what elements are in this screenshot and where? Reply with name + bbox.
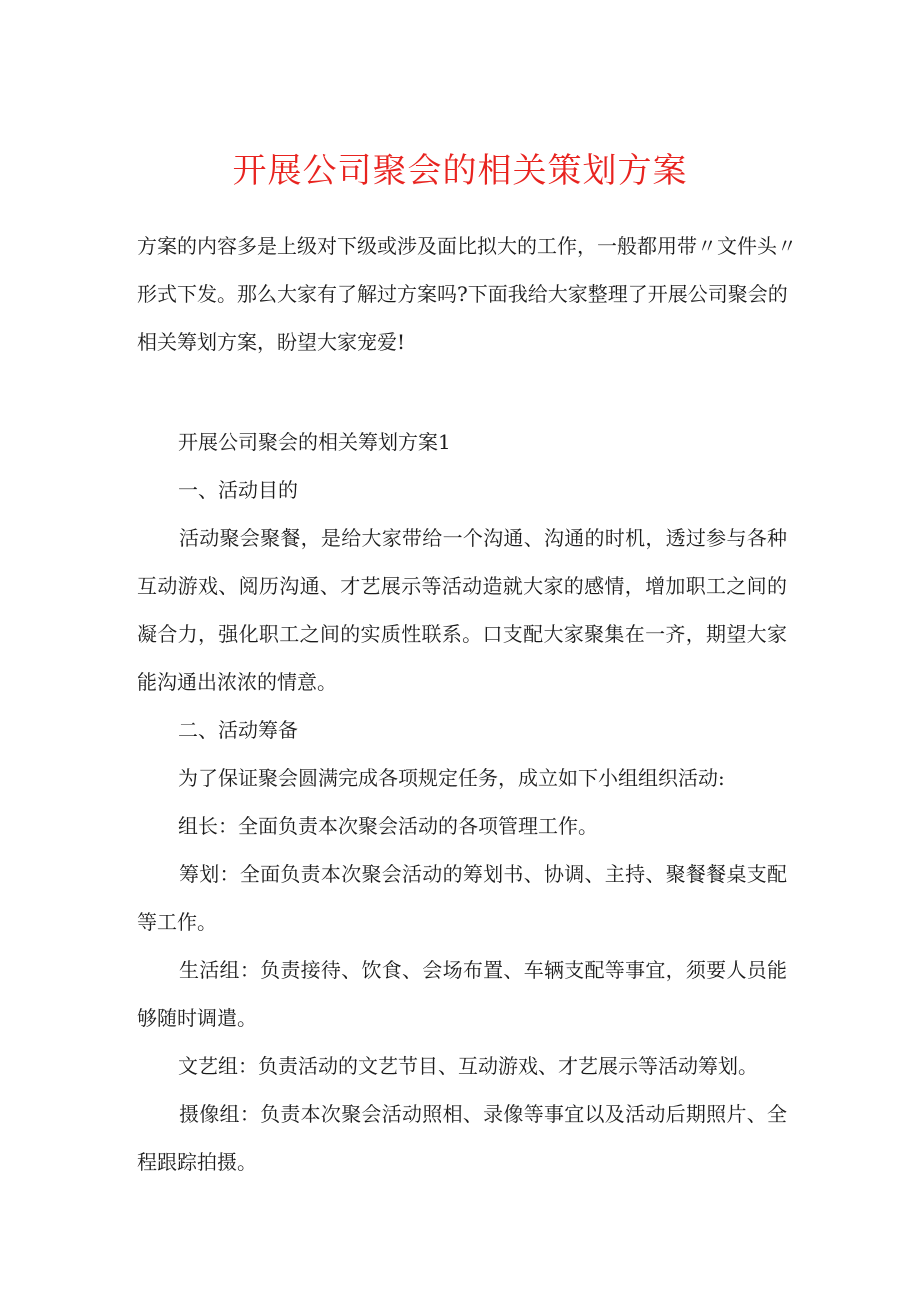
intro-line-2: 形式下发。那么大家有了解过方案吗?下面我给大家整理了开展公司聚会的 (137, 282, 788, 306)
heading-activity-purpose: 一、活动目的 (178, 478, 298, 502)
intro-line-1: 方案的内容多是上级对下级或涉及面比拟大的工作，一般都用带〃文件头〃 (137, 234, 797, 258)
purpose-line-3: 凝合力，强化职工之间的实质性联系。口支配大家聚集在一齐，期望大家 (137, 622, 787, 646)
purpose-line-2: 互动游戏、阅历沟通、才艺展示等活动造就大家的感情，增加职工之间的 (137, 574, 787, 598)
life-group-paragraph (137, 946, 787, 1042)
intro-line-3: 相关筹划方案，盼望大家宠爱! (137, 330, 406, 354)
planning-paragraph (137, 850, 787, 946)
purpose-paragraph (137, 514, 787, 706)
heading-activity-prep: 二、活动筹备 (178, 718, 298, 742)
purpose-line-1: 活动聚会聚餐，是给大家带给一个沟通、沟通的时机，透过参与各种 (179, 526, 787, 550)
camera-group-line-2: 程跟踪拍摄。 (137, 1150, 257, 1174)
document-title: 开展公司聚会的相关策划方案 (232, 151, 688, 191)
purpose-line-4: 能沟通出浓浓的情意。 (137, 670, 337, 694)
camera-group-line-1: 摄像组：负责本次聚会活动照相、录像等事宜以及活动后期照片、全 (179, 1102, 787, 1126)
camera-group-paragraph (137, 1090, 787, 1186)
planning-line-1: 筹划：全面负责本次聚会活动的筹划书、协调、主持、聚餐餐桌支配 (179, 862, 787, 886)
section-heading: 开展公司聚会的相关筹划方案1 (178, 430, 451, 454)
life-group-line-2: 够随时调遣。 (137, 1006, 257, 1030)
art-group-paragraph: 文艺组：负责活动的文艺节目、互动游戏、才艺展示等活动筹划。 (178, 1054, 758, 1078)
life-group-line-1: 生活组：负责接待、饮食、会场布置、车辆支配等事宜，须要人员能 (179, 958, 787, 982)
leader-paragraph: 组长：全面负责本次聚会活动的各项管理工作。 (178, 814, 598, 838)
planning-line-2: 等工作。 (137, 910, 217, 934)
intro-paragraph (137, 222, 797, 366)
prep-intro: 为了保证聚会圆满完成各项规定任务，成立如下小组组织活动: (178, 766, 725, 790)
